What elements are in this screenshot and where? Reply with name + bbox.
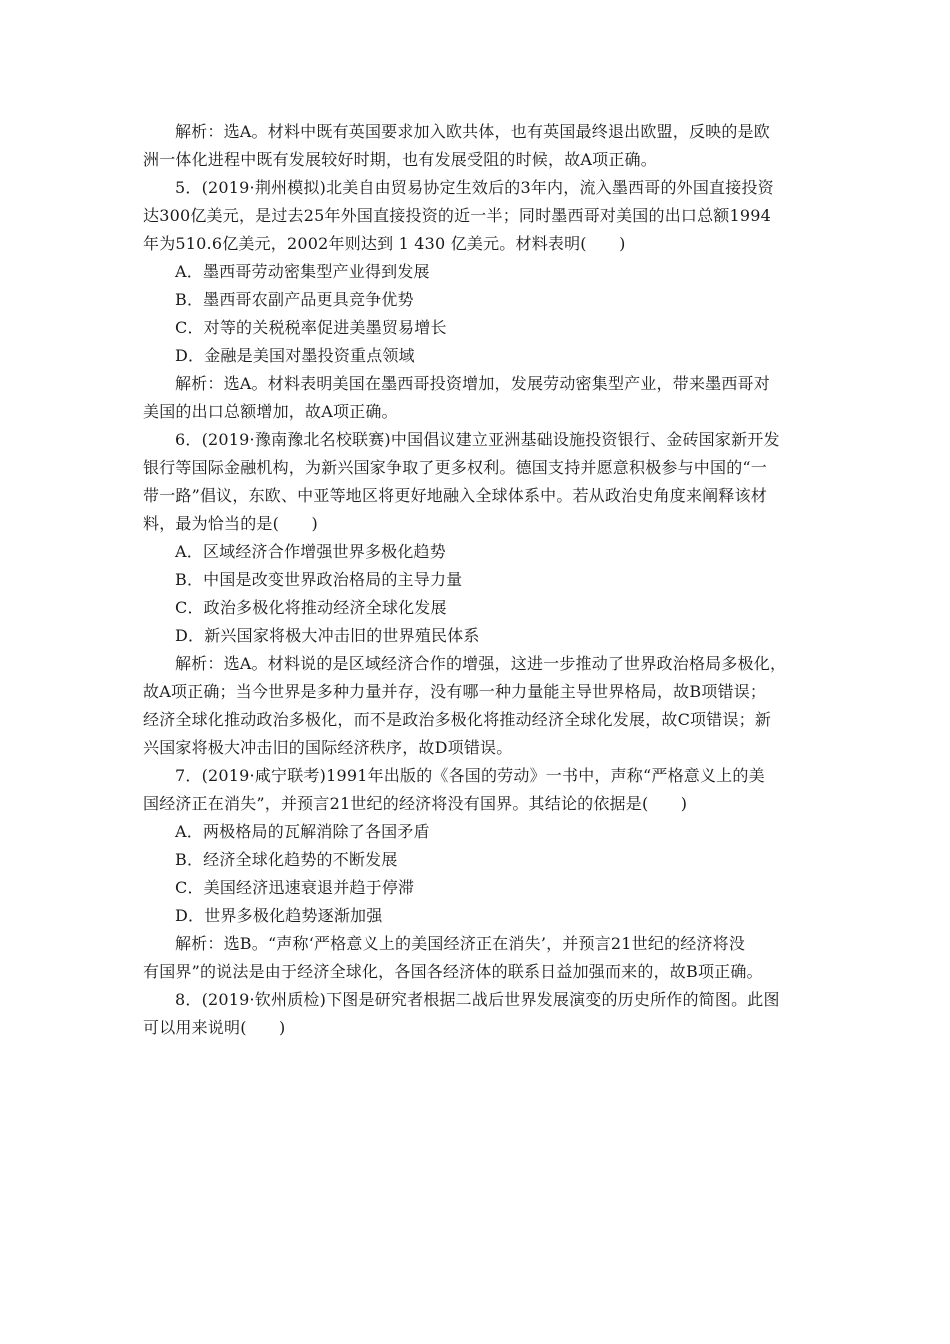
question-stem-line: 达300亿美元，是过去25年外国直接投资的近一半；同时墨西哥对美国的出口总额1994 xyxy=(143,206,772,225)
answer-option: B．经济全球化趋势的不断发展 xyxy=(175,850,398,869)
explanation-text-line: 兴国家将极大冲击旧的国际经济秩序，故D项错误。 xyxy=(143,738,513,757)
answer-option: D．世界多极化趋势逐渐加强 xyxy=(175,906,383,925)
answer-option: C．对等的关税税率促进美墨贸易增长 xyxy=(175,318,447,337)
question-block xyxy=(143,986,823,1042)
question-stem: 5．(2019·荆州模拟)北美自由贸易协定生效后的3年内，流入墨西哥的外国直接投资 xyxy=(175,178,774,197)
question-stem: 6．(2019·豫南豫北名校联赛)中国倡议建立亚洲基础设施投资银行、金砖国家新开发 xyxy=(175,430,780,449)
question-stem: 8．(2019·钦州质检)下图是研究者根据二战后世界发展演变的历史所作的简图。此图 xyxy=(175,990,780,1009)
explanation-block xyxy=(143,650,823,762)
explanation-text: 解析：选A。材料表明美国在墨西哥投资增加，发展劳动密集型产业，带来墨西哥对 xyxy=(175,374,770,393)
explanation-block xyxy=(143,930,823,986)
answer-option: A．区域经济合作增强世界多极化趋势 xyxy=(175,542,446,561)
question-stem-line: 可以用来说明( ) xyxy=(143,1018,286,1037)
question-stem-line: 国经济正在消失”，并预言21世纪的经济将没有国界。其结论的依据是( ) xyxy=(143,794,688,813)
question-stem-line: 银行等国际金融机构，为新兴国家争取了更多权利。德国支持并愿意积极参与中国的“一 xyxy=(143,458,767,477)
question-block xyxy=(143,174,823,370)
explanation-text: 解析：选B。“声称‘严格意义上的美国经济正在消失’，并预言21世纪的经济将没 xyxy=(175,934,746,953)
question-stem-line: 料，最为恰当的是( ) xyxy=(143,514,318,533)
explanation-text-line: 经济全球化推动政治多极化，而不是政治多极化将推动经济全球化发展，故C项错误；新 xyxy=(143,710,772,729)
question-stem-line: 年为510.6亿美元，2002年则达到 1 430 亿美元。材料表明( ) xyxy=(143,234,626,253)
question-block xyxy=(143,762,823,930)
explanation-text-line: 美国的出口总额增加，故A项正确。 xyxy=(143,402,398,421)
document-page xyxy=(143,118,823,1042)
explanation-text: 解析：选A。材料中既有英国要求加入欧共体，也有英国最终退出欧盟，反映的是欧 xyxy=(175,122,770,141)
answer-option: B．墨西哥农副产品更具竞争优势 xyxy=(175,290,414,309)
explanation-text-line: 有国界”的说法是由于经济全球化，各国各经济体的联系日益加强而来的，故B项正确。 xyxy=(143,962,763,981)
answer-option: D．金融是美国对墨投资重点领域 xyxy=(175,346,415,365)
explanation-text-line: 洲一体化进程中既有发展较好时期，也有发展受阻的时候，故A项正确。 xyxy=(143,150,657,169)
answer-option: D．新兴国家将极大冲击旧的世界殖民体系 xyxy=(175,626,480,645)
answer-option: C．美国经济迅速衰退并趋于停滞 xyxy=(175,878,415,897)
explanation-text: 解析：选A。材料说的是区域经济合作的增强，这进一步推动了世界政治格局多极化， xyxy=(175,654,787,673)
answer-option: A．墨西哥劳动密集型产业得到发展 xyxy=(175,262,430,281)
answer-option: B．中国是改变世界政治格局的主导力量 xyxy=(175,570,463,589)
answer-option: A．两极格局的瓦解消除了各国矛盾 xyxy=(175,822,430,841)
question-block xyxy=(143,426,823,650)
question-stem: 7．(2019·咸宁联考)1991年出版的《各国的劳动》一书中，声称“严格意义上的美 xyxy=(175,766,765,785)
explanation-block xyxy=(143,118,823,174)
answer-option: C．政治多极化将推动经济全球化发展 xyxy=(175,598,447,617)
explanation-block xyxy=(143,370,823,426)
question-stem-line: 带一路”倡议，东欧、中亚等地区将更好地融入全球体系中。若从政治史角度来阐释该材 xyxy=(143,486,767,505)
explanation-text-line: 故A项正确；当今世界是多种力量并存，没有哪一种力量能主导世界格局，故B项错误； xyxy=(143,682,767,701)
